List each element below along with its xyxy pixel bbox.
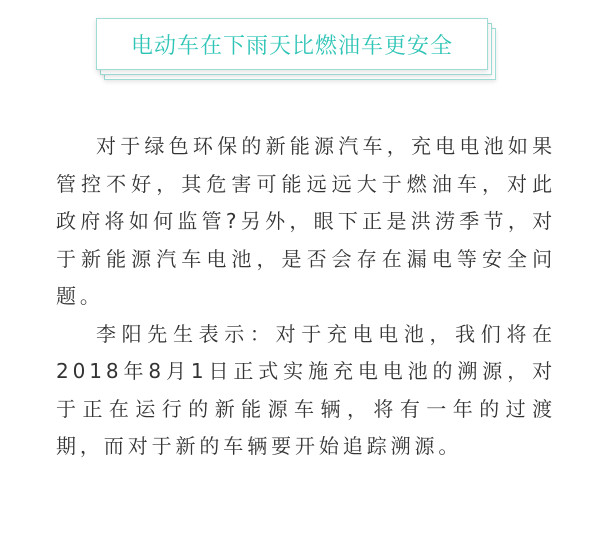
- paragraph-2: 李阳先生表示：对于充电电池，我们将在2018年8月1日正式实施充电电池的溯源，对于正在运行的新能源车辆，将有一年的过渡期，而对于新的车辆要开始追踪溯源。: [56, 321, 556, 458]
- paragraph-1: 对于绿色环保的新能源汽车，充电电池如果管控不好，其危害可能远远大于燃油车，对此政府将如何监管?另外，眼下正是洪涝季节，对于新能源汽车电池，是否会存在漏电等安全问题。: [56, 134, 556, 308]
- page-title: 电动车在下雨天比燃油车更安全: [130, 33, 453, 59]
- title-banner: [96, 18, 496, 80]
- banner-front-card: [96, 18, 488, 70]
- article-body: [56, 128, 556, 466]
